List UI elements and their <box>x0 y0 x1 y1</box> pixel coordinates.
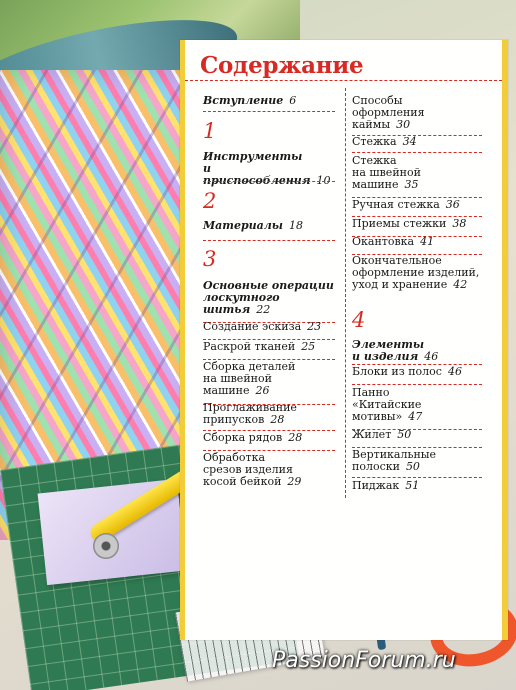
contents-entry[interactable] <box>352 236 434 248</box>
entry-page-number: 42 <box>453 278 468 291</box>
entry-divider <box>352 384 482 385</box>
entry-title: Панно «Китайские мотивы» <box>352 386 422 423</box>
entry-page-number: 46 <box>447 365 462 378</box>
entry-page-number: 18 <box>289 219 304 232</box>
contents-entry[interactable] <box>352 387 422 423</box>
entry-page-number: 46 <box>424 350 439 363</box>
chapter-number: 4 <box>352 308 366 332</box>
entry-page-number: 34 <box>402 135 417 148</box>
entry-title: Проглаживание припусков <box>203 401 297 426</box>
entry-title: Блоки из полос <box>352 365 442 378</box>
entry-page-number: 25 <box>301 340 316 353</box>
contents-entry[interactable] <box>203 402 297 426</box>
entry-page-number: 30 <box>396 118 411 131</box>
contents-entry[interactable] <box>203 432 302 444</box>
entry-title: Вступление <box>203 94 284 107</box>
contents-entry[interactable] <box>203 341 315 353</box>
entry-title: Стежка на швейной машине <box>352 154 421 191</box>
contents-entry[interactable] <box>352 255 479 291</box>
entry-title: Окантовка <box>352 235 415 248</box>
entry-title: Раскрой тканей <box>203 340 296 353</box>
entry-divider <box>352 152 482 153</box>
rotary-blade-icon <box>93 533 119 559</box>
page-title: Содержание <box>200 52 364 79</box>
entry-divider <box>352 477 482 478</box>
contents-entry[interactable] <box>352 449 436 473</box>
entry-page-number: 50 <box>397 428 412 441</box>
entry-title: Создание эскиза <box>203 320 302 333</box>
entry-divider <box>203 111 335 112</box>
entry-page-number: 26 <box>255 384 270 397</box>
contents-entry[interactable] <box>352 339 438 363</box>
entry-page-number: 10 <box>316 174 331 187</box>
entry-page-number: 38 <box>452 217 467 230</box>
entry-title: Вертикальные полоски <box>352 448 437 473</box>
entry-title: Сборка деталей на швейной машине <box>203 360 296 397</box>
contents-entry[interactable] <box>352 155 421 191</box>
watermark: PassionForum.ru <box>272 648 456 673</box>
entry-page-number: 47 <box>408 410 423 423</box>
contents-entry[interactable] <box>203 452 301 488</box>
entry-title: Окончательное оформление изделий, уход и хранение <box>352 254 480 291</box>
entry-page-number: 51 <box>405 479 420 492</box>
entry-divider <box>203 240 335 241</box>
entry-title: Жилет <box>352 428 392 441</box>
entry-title: Элементы и изделия <box>352 338 425 363</box>
contents-entry[interactable] <box>203 280 334 316</box>
entry-title: Способы оформления каймы <box>352 94 425 131</box>
entry-page-number: 29 <box>287 475 302 488</box>
contents-entry[interactable] <box>352 429 411 441</box>
contents-entry[interactable] <box>203 220 303 232</box>
entry-title: Инструменты и приспособления <box>203 150 311 187</box>
column-divider <box>345 88 346 498</box>
contents-entry[interactable] <box>203 361 295 397</box>
entry-page-number: 35 <box>404 178 419 191</box>
contents-entry[interactable] <box>352 218 466 230</box>
entry-title: Сборка рядов <box>203 431 283 444</box>
entry-title: Основные операции лоскутного шитья <box>203 279 334 316</box>
chapter-number: 2 <box>203 189 217 213</box>
contents-entry[interactable] <box>352 199 460 211</box>
entry-title: Ручная стежка <box>352 198 440 211</box>
entry-page-number: 28 <box>288 431 303 444</box>
contents-entry[interactable] <box>352 480 419 492</box>
contents-entry[interactable] <box>203 321 321 333</box>
entry-page-number: 28 <box>270 413 285 426</box>
chapter-number: 3 <box>203 247 217 271</box>
contents-panel <box>180 40 508 640</box>
entry-page-number: 23 <box>307 320 322 333</box>
contents-entry[interactable] <box>203 95 296 107</box>
entry-page-number: 50 <box>405 460 420 473</box>
entry-title: Пиджак <box>352 479 400 492</box>
entry-divider <box>203 181 335 182</box>
entry-page-number: 36 <box>445 198 460 211</box>
entry-title: Материалы <box>203 219 284 232</box>
entry-title: Приемы стежки <box>352 217 447 230</box>
entry-title: Обработка срезов изделия косой бейкой <box>203 451 293 488</box>
contents-entry[interactable] <box>352 136 417 148</box>
entry-page-number: 6 <box>289 94 297 107</box>
entry-page-number: 41 <box>420 235 435 248</box>
title-divider <box>185 80 502 81</box>
entry-page-number: 22 <box>256 303 271 316</box>
contents-entry[interactable] <box>352 95 425 131</box>
contents-entry[interactable] <box>352 366 462 378</box>
entry-title: Стежка <box>352 135 397 148</box>
chapter-number: 1 <box>203 119 217 143</box>
